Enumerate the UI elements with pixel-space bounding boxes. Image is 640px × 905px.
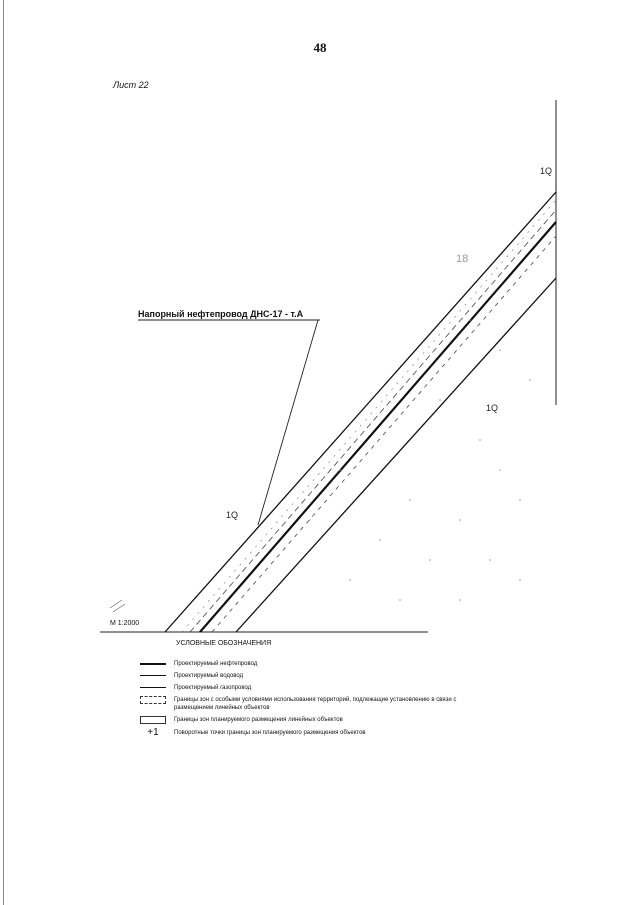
zone-boundary-right	[236, 278, 556, 632]
page-number: 48	[313, 40, 327, 55]
cross-icon: +1	[147, 726, 159, 738]
scale-label: М 1:2000	[110, 620, 140, 627]
legend-symbol-thin-line	[140, 684, 166, 692]
legend-title: УСЛОВНЫЕ ОБОЗНАЧЕНИЯ	[176, 640, 272, 647]
legend-text: Проектируемый водовод	[174, 673, 244, 680]
legend-text: Проектируемый газопровод	[174, 685, 252, 692]
legend-item-special-zones	[140, 696, 470, 712]
plot-label: 18	[456, 253, 469, 265]
water-pipeline-line	[190, 210, 556, 632]
legend-item-water-pipeline	[140, 672, 470, 680]
legend-text: Проектируемый нефтепровод	[174, 661, 258, 667]
scattered-points	[309, 319, 531, 601]
legend-text: Границы зон планируемого размещения линейных объектов	[174, 717, 343, 724]
special-zone-boundary	[182, 200, 556, 632]
pipeline-label: Напорный нефтепровод ДНС-17 - т.А	[138, 309, 304, 319]
legend-text: Поворотные точки границы зон планируемого размещения объектов	[174, 729, 366, 736]
legend-symbol-dashed-box	[140, 696, 166, 704]
legend-text: Границы зон с особыми условиями использования территорий, подлежащие установлению в связи с размещением линейных объектов	[174, 697, 457, 712]
oil-pipeline-line	[200, 222, 556, 632]
legend	[140, 660, 470, 741]
legend-item-turning-points	[140, 726, 470, 738]
sheet-label: Лист 22	[113, 80, 149, 90]
plot-label: 1Q	[486, 403, 499, 413]
legend-item-planned-zone	[140, 716, 470, 724]
legend-symbol-solid-box	[140, 716, 166, 724]
legend-symbol-thick-line	[140, 660, 166, 668]
legend-symbol-line	[140, 672, 166, 680]
plot-label: 1Q	[226, 510, 239, 520]
gas-pipeline-line	[212, 236, 556, 632]
legend-item-gas-pipeline	[140, 684, 470, 692]
legend-item-oil-pipeline	[140, 660, 470, 668]
plot-label: 1Q	[540, 166, 553, 176]
